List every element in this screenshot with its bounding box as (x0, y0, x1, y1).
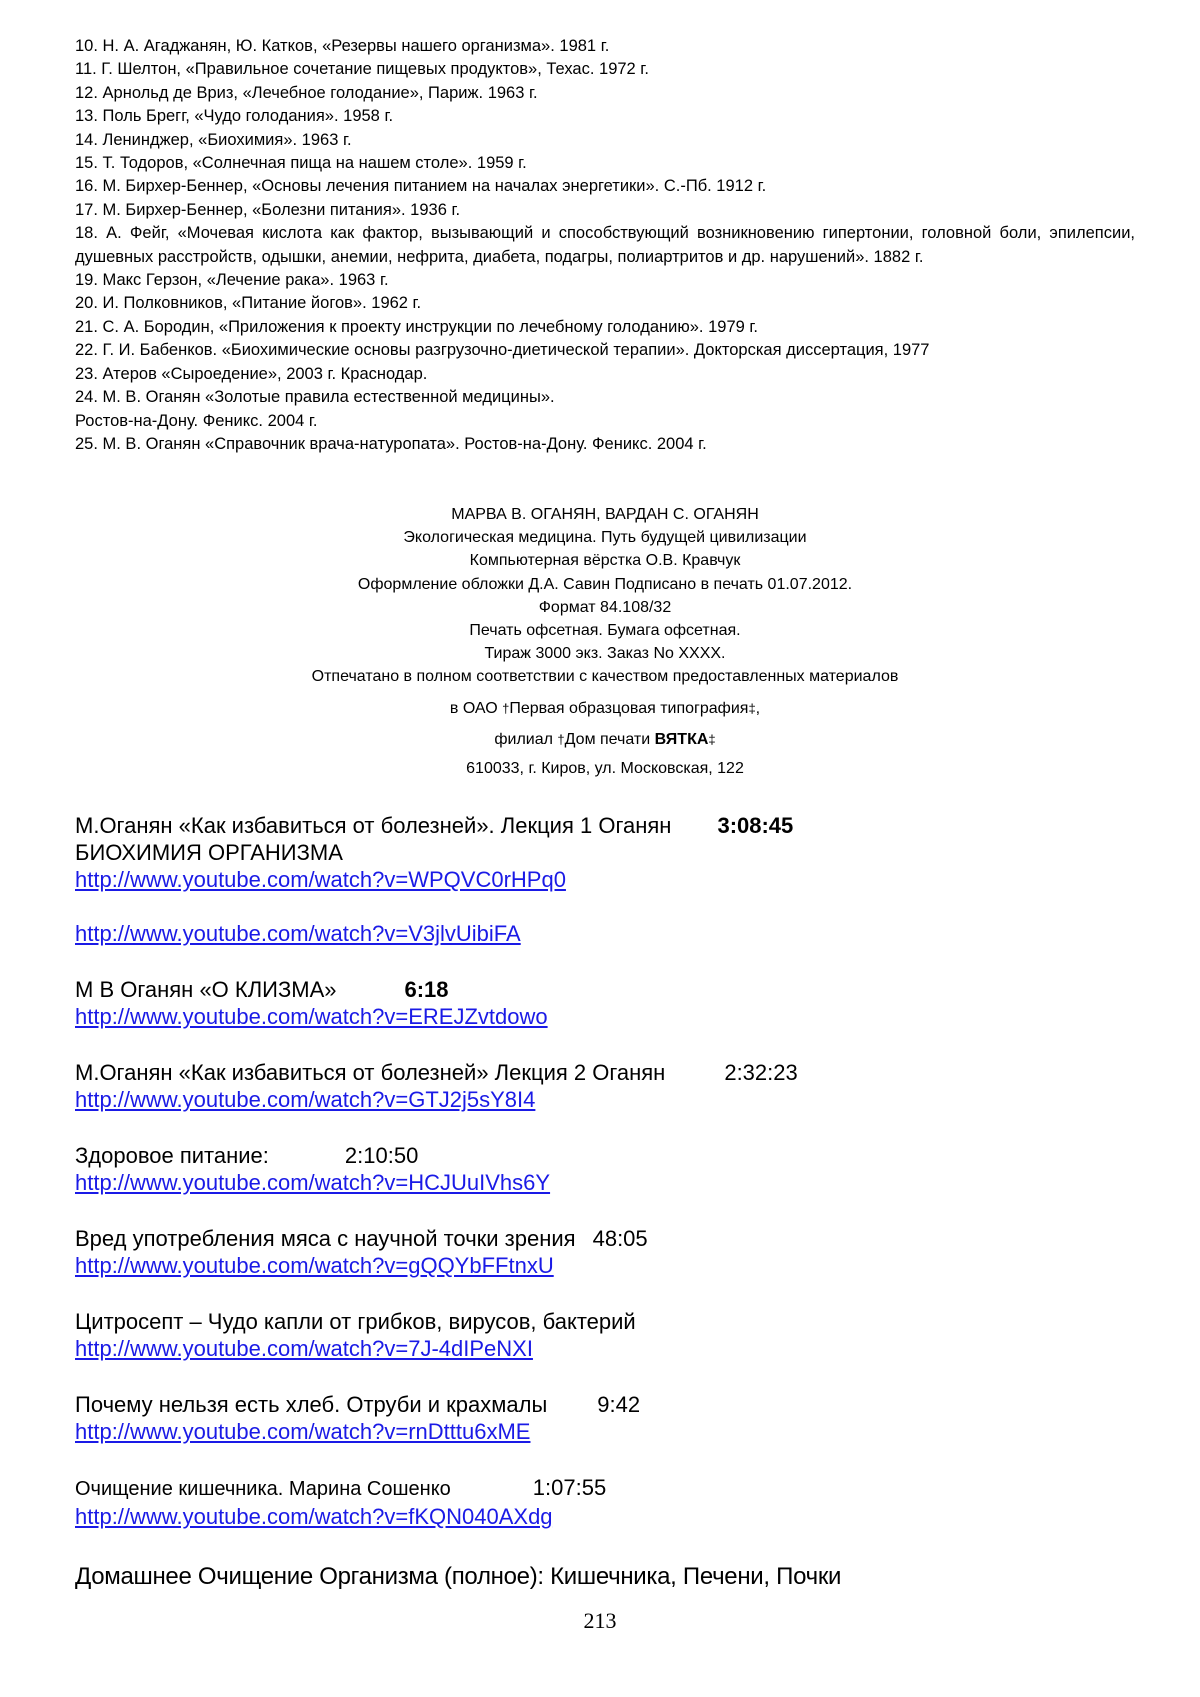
reference-item: 12. Арнольд де Вриз, «Лечебное голодание», Париж. 1963 г. (75, 83, 538, 102)
video-duration: 48:05 (592, 1226, 648, 1251)
quote-open-glyph: † (502, 700, 510, 716)
imprint-address: 610033, г. Киров, ул. Московская, 122 (466, 760, 744, 778)
printer-name: Первая образцовая типография (509, 699, 749, 717)
video-entry (75, 1474, 1135, 1530)
video-entry (75, 1225, 1135, 1279)
reference-item: 20. И. Полковников, «Питание йогов». 1962 г. (75, 294, 422, 313)
video-link[interactable]: http://www.youtube.com/watch?v=V3jlvUibiFA (75, 921, 521, 946)
imprint-printed: Отпечатано в полном соответствии с качеством предоставленных материалов (311, 668, 899, 686)
reference-item: 11. Г. Шелтон, «Правильное сочетание пищевых продуктов», Техас. 1972 г. (75, 60, 649, 79)
reference-item: 16. М. Бирхер-Беннер, «Основы лечения питанием на началах энергетики». С.-Пб. 1912 г. (75, 177, 767, 196)
video-entry (75, 976, 1135, 1030)
imprint-printer (75, 697, 1135, 720)
video-entry (75, 1142, 1135, 1196)
reference-item: 15. Т. Тодоров, «Солнечная пища на нашем столе». 1959 г. (75, 154, 527, 173)
imprint-print: Печать офсетная. Бумага офсетная. (469, 622, 741, 640)
branch-bold: ВЯТКА (654, 730, 709, 748)
quote-close-glyph: ‡ (748, 700, 756, 716)
branch-prefix: филиал (494, 730, 558, 748)
video-link[interactable]: http://www.youtube.com/watch?v=HCJUuIVhs6Y (75, 1170, 551, 1195)
reference-item: 13. Поль Брегг, «Чудо голодания». 1958 г. (75, 107, 394, 126)
printer-prefix: в ОАО (449, 699, 503, 717)
video-duration: 2:32:23 (724, 1060, 798, 1085)
video-entry (75, 812, 1135, 947)
reference-item: 22. Г. И. Бабенков. «Биохимические основы разгрузочно-диетической терапии». Докторская диссертация, 1977 (75, 341, 930, 360)
imprint-format: Формат 84.108/32 (538, 598, 672, 616)
reference-item: 24. М. В. Оганян «Золотые правила естественной медицины». (75, 388, 555, 407)
imprint-title: Экологическая медицина. Путь будущей цивилизации (403, 529, 807, 547)
quote-close-glyph: ‡ (708, 731, 716, 747)
video-title: Вред употребления мяса с научной точки зрения (75, 1226, 576, 1251)
reference-list (75, 35, 1135, 456)
reference-item: 17. М. Бирхер-Беннер, «Болезни питания». 1936 г. (75, 200, 461, 219)
imprint-block (75, 503, 1135, 780)
reference-item: 18. А. Фейг, «Мочевая кислота как фактор, вызывающий и способствующий возникновению гипертонии, головной боли, эпилепсии, душевных расстройств, одышки, анемии, нефрита, диабета, подагры, полиартритов и др. нарушений». 1882 г. (75, 224, 1135, 266)
imprint-branch (75, 728, 1135, 751)
video-duration: 1:07:55 (532, 1475, 607, 1500)
video-link[interactable]: http://www.youtube.com/watch?v=rnDtttu6xME (75, 1419, 531, 1444)
video-title: Здоровое питание: (75, 1143, 269, 1168)
video-duration: 9:42 (597, 1392, 641, 1417)
reference-item: 14. Ленинджер, «Биохимия». 1963 г. (75, 130, 352, 149)
page-number: 213 (583, 1608, 617, 1633)
imprint-run: Тираж 3000 экз. Заказ No XXXX. (484, 645, 726, 663)
reference-item: 19. Макс Герзон, «Лечение рака». 1963 г. (75, 271, 389, 290)
video-title: М.Оганян «Как избавиться от болезней». Лекция 1 Оганян (75, 813, 672, 838)
printer-comma: , (755, 699, 761, 717)
video-link[interactable]: http://www.youtube.com/watch?v=7J-4dIPeNXI (75, 1336, 533, 1361)
video-list (75, 812, 1135, 1557)
video-entry (75, 1391, 1135, 1445)
section-heading: Домашнее Очищение Организма (полное): Кишечника, Печени, Почки (75, 1563, 842, 1590)
imprint-cover: Оформление обложки Д.А. Савин Подписано в печать 01.07.2012. (357, 575, 853, 593)
video-link[interactable]: http://www.youtube.com/watch?v=WPQVC0rHPq0 (75, 867, 566, 892)
branch-name: Дом печати (564, 730, 655, 748)
video-duration: 6:18 (404, 977, 449, 1002)
video-title: Цитросепт – Чудо капли от грибков, вирусов, бактерий (75, 1309, 636, 1334)
video-entry (75, 1308, 1135, 1362)
imprint-authors: МАРВА В. ОГАНЯН, ВАРДАН С. ОГАНЯН (451, 506, 759, 523)
video-title: Очищение кишечника. Марина Сошенко (75, 1478, 451, 1500)
reference-item: 10. Н. А. Агаджанян, Ю. Катков, «Резервы нашего организма». 1981 г. (75, 37, 610, 55)
reference-item: 25. М. В. Оганян «Справочник врача-натуропата». Ростов-на-Дону. Феникс. 2004 г. (75, 434, 707, 453)
video-title: М.Оганян «Как избавиться от болезней» Лекция 2 Оганян (75, 1060, 666, 1085)
imprint-layout: Компьютерная вёрстка О.В. Кравчук (469, 552, 741, 570)
video-title: Почему нельзя есть хлеб. Отруби и крахмалы (75, 1392, 548, 1417)
video-duration: 2:10:50 (344, 1143, 419, 1168)
video-link[interactable]: http://www.youtube.com/watch?v=GTJ2j5sY8I4 (75, 1087, 536, 1112)
video-link[interactable]: http://www.youtube.com/watch?v=EREJZvtdowo (75, 1004, 548, 1029)
video-duration: 3:08:45 (717, 813, 794, 838)
video-title: М В Оганян «О КЛИЗМА» (75, 977, 337, 1002)
video-entry (75, 1059, 1135, 1113)
video-link[interactable]: http://www.youtube.com/watch?v=fKQN040AXdg (75, 1504, 553, 1529)
quote-open-glyph: † (557, 731, 565, 747)
reference-item: 23. Атеров «Сыроедение», 2003 г. Краснодар. (75, 364, 428, 383)
reference-item: 21. С. А. Бородин, «Приложения к проекту инструкции по лечебному голоданию». 1979 г. (75, 317, 758, 336)
video-subtitle: БИОХИМИЯ ОРГАНИЗМА (75, 840, 343, 865)
reference-item: Ростов-на-Дону. Феникс. 2004 г. (75, 411, 318, 430)
video-link[interactable]: http://www.youtube.com/watch?v=gQQYbFFtnxU (75, 1253, 554, 1278)
